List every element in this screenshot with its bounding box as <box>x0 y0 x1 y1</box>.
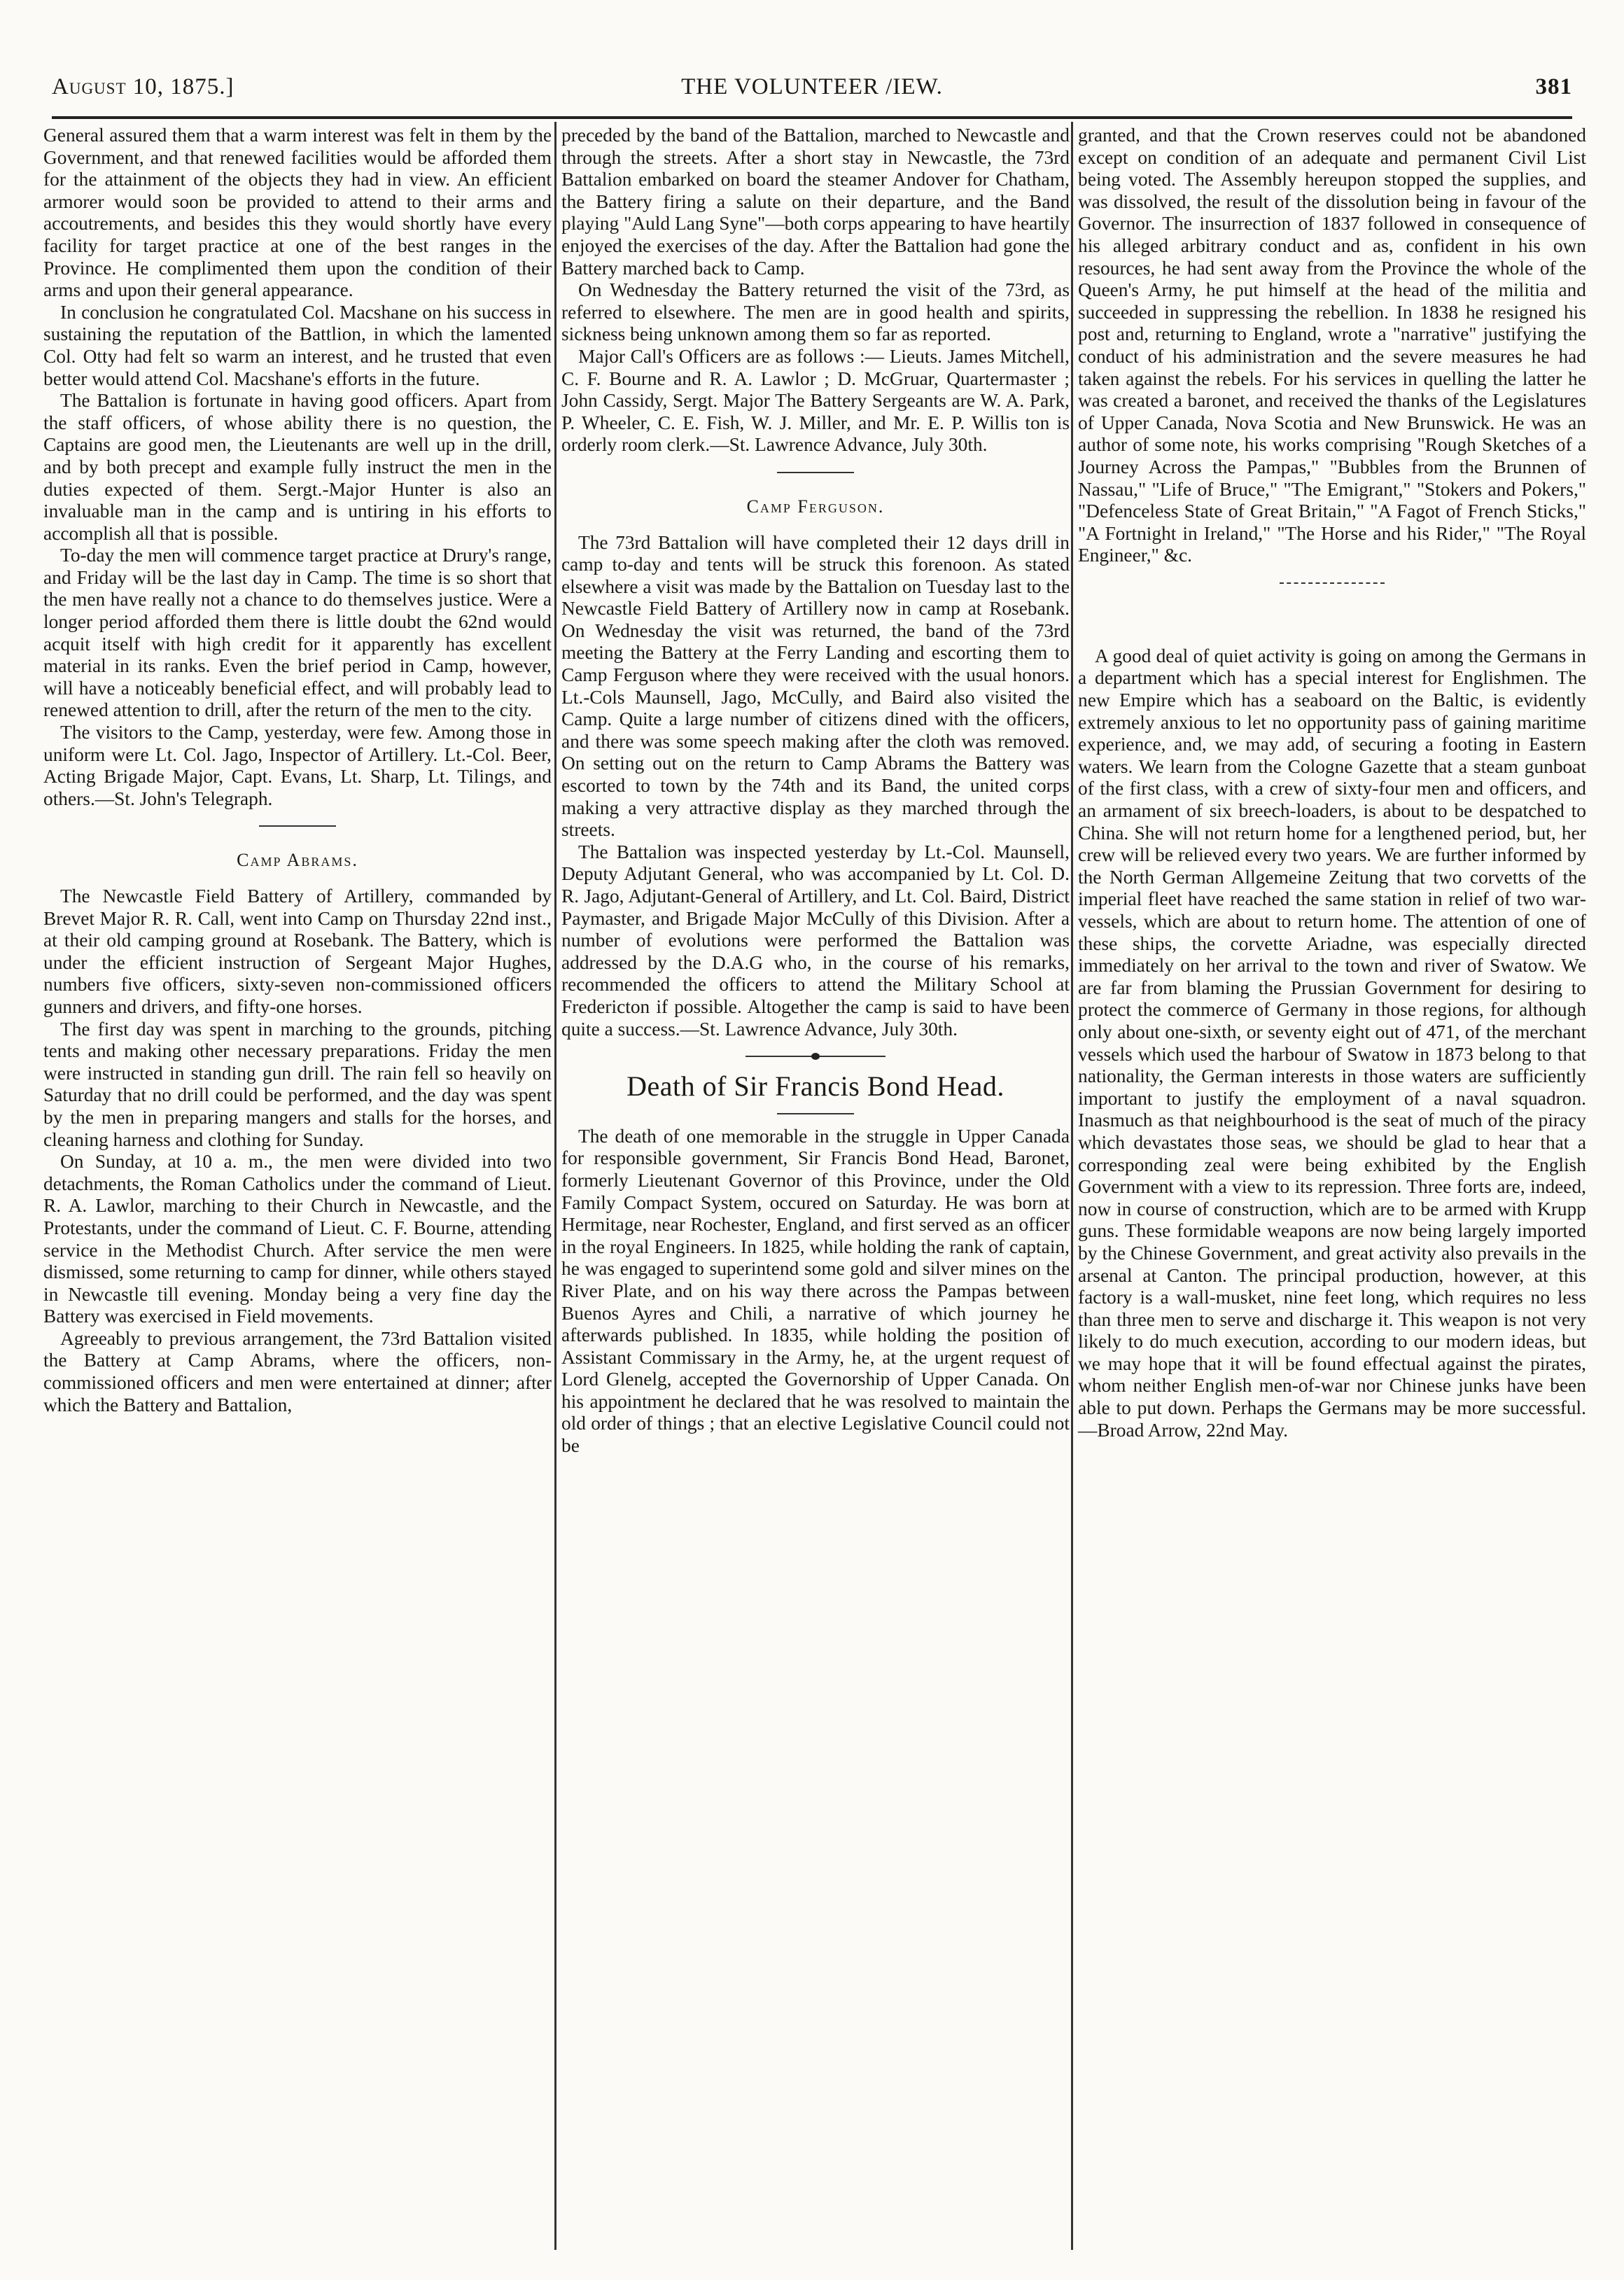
paragraph: On Wednesday the Battery returned the visit of the 73rd, as referred to elsewhere. The men are in good health and spirits, sickness being unknown among them so far as reported. <box>561 279 1070 345</box>
paragraph: The death of one memorable in the struggle in Upper Canada for responsible government, Sir Francis Bond Head, Baronet, formerly Lieutenant Governor of this Province, under the Old Family Compact System, occured on Saturday. He was born at Hermitage, near Rochester, England, and first served as an officer in the royal Engineers. In 1825, while holding the rank of captain, he was engaged to superintend some gold and silver mines on the River Plate, and on his way there across the Pampas between Buenos Ayres and Chili, a narrative of which journey he afterwards published. In 1835, while holding the position of Assistant Commissary in the Army, he, at the urgent request of Lord Glenelg, accepted the Governorship of Upper Canada. On his appointment he declared that he was resolved to maintain the old order of things ; that an elective Legislative Council could not be <box>561 1125 1070 1457</box>
column-1 <box>43 125 552 1416</box>
article-headline: Death of Sir Francis Bond Head. <box>626 1070 1004 1103</box>
paragraph: The first day was spent in marching to the grounds, pitching tents and making other necessary preparations. Friday the men were instructed in standing gun drill. The rain fell so heavily on Saturday that no drill could be performed, and the day was spent by the men in preparing mangers and stalls for the horses, and cleaning harness and clothing for Sunday. <box>43 1018 552 1150</box>
section-heading: Camp Abrams. <box>237 850 358 871</box>
paragraph: A good deal of quiet activity is going on among the Germans in a department which has a special interest for Englishmen. The new Empire which has a seaboard on the Baltic, is evidently extremely anxious to let no opportunity pass of gaining maritime experience, and, we may add, of securing a footing in Eastern waters. We learn from the Cologne Gazette that a steam gunboat of the first class, with a crew of sixty-four men and officers, and an armament of six breech-loaders, is about to be despatched to China. She will not return home for a lengthened period, but, her crew will be relieved every two years. We are further informed by the North German Allgemeine Zeitung that two corvetts of the imperial fleet have reached the same station in relief of two war-vessels, which are about to return home. The attention of one of these ships, the corvette Ariadne, was especially directed immediately on her arrival to the town and river of Swatow. We are far from blaming the Prussian Government for desiring to protect the commerce of Germany in those regions, for although only about one-sixth, or seventy eight out of 471, of the merchant vessels which used the harbour of Swatow in 1873 belong to that nationality, the German interests in those waters are sufficiently important to justify the employment of a naval squadron. Inasmuch as that neighbourhood is the seat of much of the piracy which devastates those seas, we should be glad to hear that a corresponding zeal were being exhibited by the English Government with a view to its repression. Three forts are, indeed, now in course of construction, which are to be armed with Krupp guns. These formidable weapons are now being largely imported by the Chinese Government, and great activity also prevails in the arsenal at Canton. The principal production, however, at this factory is a wall-musket, nine feet long, which requires no less than three men to serve and discharge it. This weapon is not very likely to do much execution, according to our modern ideas, but we may hope that it will be found effectual against the pirates, whom neither English men-of-war nor Chinese junks have been able to put down. Perhaps the Germans may be more successful.—Broad Arrow, 22nd May. <box>1078 645 1586 1441</box>
paragraph: granted, and that the Crown reserves could not be abandoned except on condition of an adequate and permanent Civil List being voted. The Assembly hereupon stopped the supplies, and was dissolved, the result of the dissolution being in favour of the Governor. The insurrection of 1837 followed in consequence of his alleged arbitrary conduct and as, confident in his own resources, he had sent away from the Province the whole of the Queen's Army, he put himself at the head of the militia and succeeded in suppressing the rebellion. In 1838 he resigned his post and, returning to England, wrote a "narrative" justifying the conduct of his administration and the severe measures he had taken against the rebels. For his services in quelling the latter he was created a baronet, and received the thanks of the Legislatures of Upper Canada, Nova Scotia and New Brunswick. He was an author of some note, his works comprising "Rough Sketches of a Journey Across the Pampas," "Bubbles from the Brunnen of Nassau," "Life of Bruce," "The Emigrant," "Stokers and Pokers," "Defenceless State of Great Britain," "A Fagot of French Sticks," "A Fortnight in Ireland," "The Horse and his Rider," "The Royal Engineer," &c. <box>1078 125 1586 566</box>
paragraph: On Sunday, at 10 a. m., the men were divided into two detachments, the Roman Catholics under the command of Lieut. R. A. Lawlor, marching to their Church in Newcastle, and the Protestants, under the command of Lieut. C. F. Bourne, attending service in the Methodist Church. After service the men were dismissed, some returning to camp for dinner, while others stayed in Newcastle till evening. Monday being a very fine day the Battery was exercised in Field movements. <box>43 1151 552 1327</box>
paragraph: To-day the men will commence target practice at Drury's range, and Friday will be the last day in Camp. The time is so short that the men have really not a chance to do themselves justice. Were a longer period afforded them there is little doubt the 62nd would acquit itself with high credit for it apparently has excellent material in its ranks. Even the brief period in Camp, however, will have a noticeably beneficial effect, and will probably lead to renewed attention to drill, after the return of the men to the city. <box>43 545 552 721</box>
masthead-title: THE VOLUNTEER /IEW. <box>681 74 943 99</box>
header-date: August 10, 1875.] <box>52 74 234 99</box>
section-separator <box>777 469 854 476</box>
column-divider <box>1071 122 1073 2250</box>
header-rule <box>52 116 1572 119</box>
paragraph: The Battalion was inspected yesterday by Lt.-Col. Maunsell, Deputy Adjutant General, who was accompanied by Lt. Col. D. R. Jago, Adjutant-General of Artillery, and Lt. Col. Baird, District Paymaster, and Brigade Major McCully of this Division. After a number of evolutions were performed the Battalion was addressed by the D.A.G who, in the course of his remarks, recommended the officers to attend the Military School at Fredericton if possible. Altogether the camp is said to have been quite a success.—St. Lawrence Advance, July 30th. <box>561 841 1070 1040</box>
page-number: 381 <box>1535 74 1572 99</box>
paragraph: preceded by the band of the Battalion, marched to Newcastle and through the streets. After a short stay in Newcastle, the 73rd Battalion embarked on board the steamer Andover for Chatham, the Battery firing a salute on their departure, and the Band playing "Auld Lang Syne"—both corps appearing to have heartily enjoyed the exercises of the day. After the Battalion had gone the Battery marched back to Camp. <box>561 125 1070 279</box>
paragraph: The Newcastle Field Battery of Artillery, commanded by Brevet Major R. R. Call, went into Camp on Thursday 22nd inst., at their old camping ground at Rosebank. The Battery, which is under the efficient instruction of Sergeant Major Hughes, numbers five officers, sixty-seven non-commissioned officers gunners and drivers, and fifty-one horses. <box>43 886 552 1017</box>
column-divider <box>554 122 556 2250</box>
column-2 <box>561 125 1070 1457</box>
column-3 <box>1078 125 1586 1441</box>
section-separator <box>1280 580 1385 587</box>
paragraph: The 73rd Battalion will have completed their 12 days drill in camp to-day and tents will be struck this forenoon. As stated elsewhere a visit was made by the Battalion on Tuesday last to the Newcastle Field Battery of Artillery now in camp at Rosebank. On Wednesday the visit was returned, the band of the 73rd meeting the Battery at the Ferry Landing and escorting them to Camp Ferguson where they were received with the usual honors. Lt.-Cols Maunsell, Jago, McCully, and Baird also visited the Camp. Quite a large number of citizens dined with the officers, and there was some speech making after the cloth was removed. On setting out on the return to Camp Abrams the Battery was escorted to town by the 74th and its Band, the united corps making a very attractive display as they marched through the streets. <box>561 531 1070 841</box>
paragraph: The visitors to the Camp, yesterday, were few. Among those in uniform were Lt. Col. Jago, Inspector of Artillery. Lt.-Col. Beer, Acting Brigade Major, Capt. Evans, Lt. Sharp, Lt. Tilings, and others.—St. John's Telegraph. <box>43 722 552 809</box>
section-heading: Camp Ferguson. <box>746 496 885 517</box>
page-header <box>52 67 1572 109</box>
section-separator <box>746 1053 886 1060</box>
headline-rule <box>777 1110 854 1117</box>
paragraph: General assured them that a warm interest was felt in them by the Government, and that renewed facilities would be afforded them for the attainment of the objects they had in view. An efficient armorer would soon be provided to attend to their arms and accoutrements, and besides this they would shortly have every facility for target practice at one of the best ranges in the Province. He complimented them upon the condition of their arms and upon their general appearance. <box>43 125 552 301</box>
paragraph: The Battalion is fortunate in having good officers. Apart from the staff officers, of whose ability there is no question, the Captains are good men, the Lieutenants are well up in the drill, and by both precept and example fully instruct the men in the duties expected of them. Sergt.-Major Hunter is also an invaluable man in the camp and is untiring in his efforts to accomplish all that is possible. <box>43 390 552 544</box>
paragraph: In conclusion he congratulated Col. Macshane on his success in sustaining the reputation of the Battlion, in which the lamented Col. Otty had felt so warm an interest, and he trusted that even better would attend Col. Macshane's efforts in the future. <box>43 301 552 389</box>
paragraph: Major Call's Officers are as follows :— Lieuts. James Mitchell, C. F. Bourne and R. A. Lawlor ; D. McGruar, Quartermaster ; John Cassidy, Sergt. Major The Battery Sergeants are W. A. Park, P. Wheeler, C. E. Fish, W. J. Miller, and Mr. E. P. Willis ton is orderly room clerk.—St. Lawrence Advance, July 30th. <box>561 345 1070 456</box>
section-separator <box>259 823 336 830</box>
paragraph: Agreeably to previous arrangement, the 73rd Battalion visited the Battery at Camp Abrams, where the officers, non-commissioned officers and men were entertained at dinner; after which the Battery and Battalion, <box>43 1327 552 1415</box>
